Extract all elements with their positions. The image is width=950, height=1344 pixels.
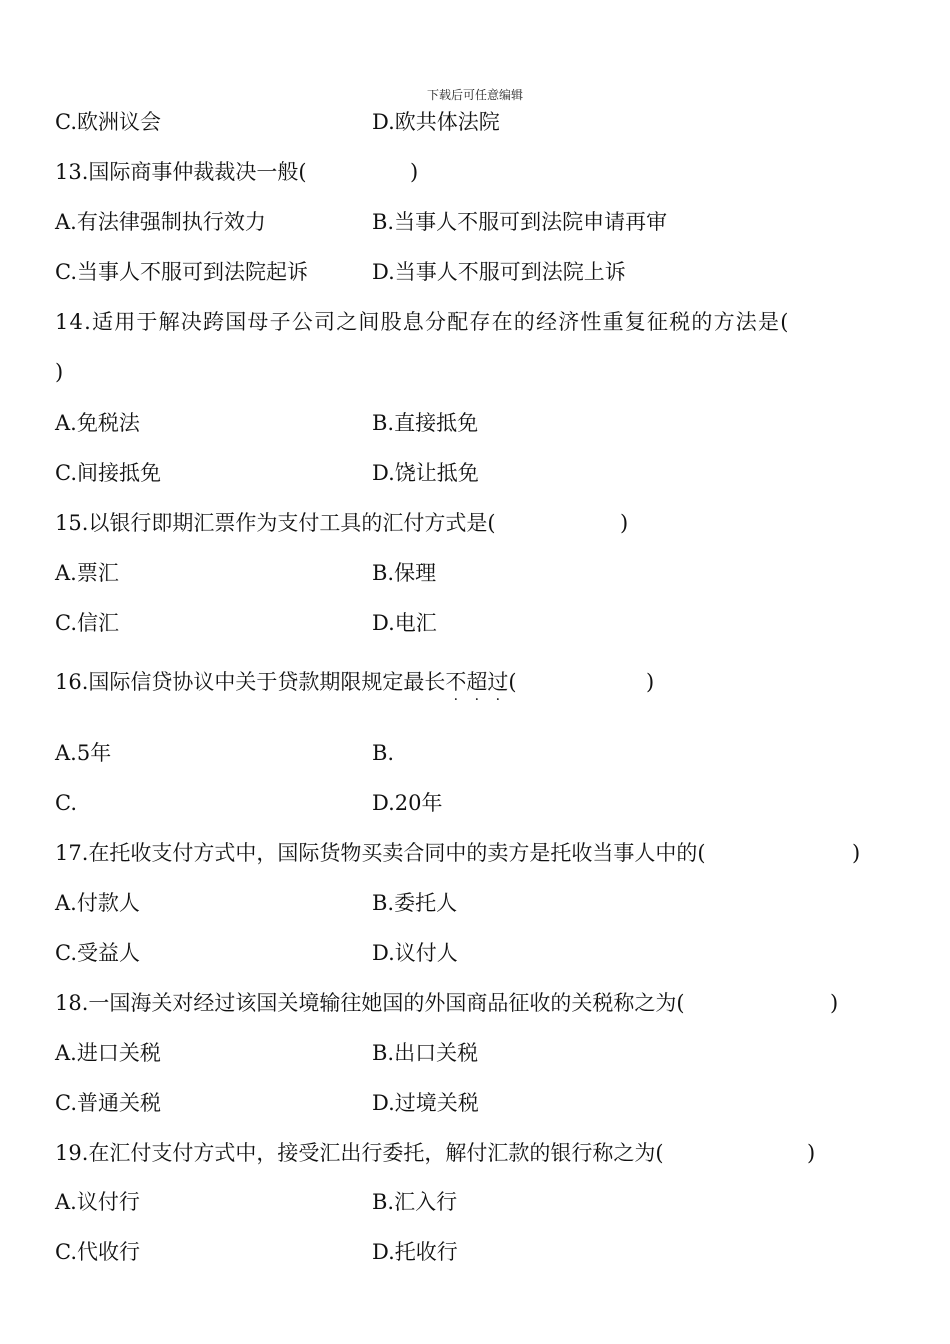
q15-close-paren: ) xyxy=(620,511,629,535)
q15-option-b: B.保理 xyxy=(372,561,437,585)
q16-option-c: C. xyxy=(55,791,77,815)
q18-stem: 18.一国海关对经过该国关境输往她国的外国商品征收的关税称之为( xyxy=(55,991,685,1015)
q15-option-c: C.信汇 xyxy=(55,611,119,635)
q17-option-a: A.付款人 xyxy=(55,891,140,915)
q13-stem: 13.国际商事仲裁裁决一般( xyxy=(55,160,307,184)
q13-option-c: C.当事人不服可到法院起诉 xyxy=(55,260,308,284)
q16-stem-prefix: 16.国际信贷协议中关于贷款期限规定最长 xyxy=(55,670,446,694)
q19-option-c: C.代收行 xyxy=(55,1240,140,1264)
q14-option-c: C.间接抵免 xyxy=(55,461,161,485)
q16-option-a: A.5年 xyxy=(55,741,112,765)
q16-stem xyxy=(55,669,517,708)
q17-option-d: D.议付人 xyxy=(372,941,458,965)
q14-option-d: D.饶让抵免 xyxy=(372,461,479,485)
q18-option-d: D.过境关税 xyxy=(372,1091,479,1115)
q16-emphasis-chao: 超 · xyxy=(466,670,488,708)
q17-option-c: C.受益人 xyxy=(55,941,140,965)
q19-option-b: B.汇入行 xyxy=(372,1190,458,1214)
q19-stem: 19.在汇付支付方式中，接受汇出行委托，解付汇款的银行称之为( xyxy=(55,1141,664,1165)
q16-option-d: D.20年 xyxy=(372,791,443,815)
q18-option-a: A.进口关税 xyxy=(55,1041,161,1065)
q16-option-b: B. xyxy=(372,741,395,765)
q14-option-b: B.直接抵免 xyxy=(372,411,479,435)
q17-close-paren: ) xyxy=(852,841,861,865)
q13-option-d: D.当事人不服可到法院上诉 xyxy=(372,260,626,284)
emphasis-dot: · xyxy=(453,692,459,708)
q18-close-paren: ) xyxy=(830,991,839,1015)
q12-option-c: C.欧洲议会 xyxy=(55,110,161,134)
q15-option-d: D.电汇 xyxy=(372,611,437,635)
q16-close-paren: ) xyxy=(646,670,655,694)
q16-emphasis-bu: 不 · xyxy=(445,670,467,708)
q17-option-b: B.委托人 xyxy=(372,891,458,915)
q17-stem: 17.在托收支付方式中，国际货物买卖合同中的卖方是托收当事人中的( xyxy=(55,841,706,865)
q12-option-d: D.欧共体法院 xyxy=(372,110,500,134)
emphasis-dot: · xyxy=(495,692,501,708)
q16-stem-suffix: ( xyxy=(508,670,517,694)
q18-option-b: B.出口关税 xyxy=(372,1041,479,1065)
q14-option-a: A.免税法 xyxy=(55,411,140,435)
emphasis-dot: · xyxy=(474,692,480,708)
q19-option-a: A.议付行 xyxy=(55,1190,140,1214)
page-header-note: 下载后可任意编辑 xyxy=(426,88,523,102)
q13-close-paren: ) xyxy=(410,160,419,184)
q15-stem: 15.以银行即期汇票作为支付工具的汇付方式是( xyxy=(55,511,496,535)
q16-emphasis-guo: 过 · xyxy=(487,670,509,708)
q14-stem: 14.适用于解决跨国母子公司之间股息分配存在的经济性重复征税的方法是( xyxy=(55,310,790,334)
q15-option-a: A.票汇 xyxy=(55,561,119,585)
q13-option-a: A.有法律强制执行效力 xyxy=(55,210,266,234)
q14-close-paren: ) xyxy=(55,360,64,384)
q18-option-c: C.普通关税 xyxy=(55,1091,161,1115)
q13-option-b: B.当事人不服可到法院申请再审 xyxy=(372,210,668,234)
q19-option-d: D.托收行 xyxy=(372,1240,458,1264)
q19-close-paren: ) xyxy=(807,1141,816,1165)
